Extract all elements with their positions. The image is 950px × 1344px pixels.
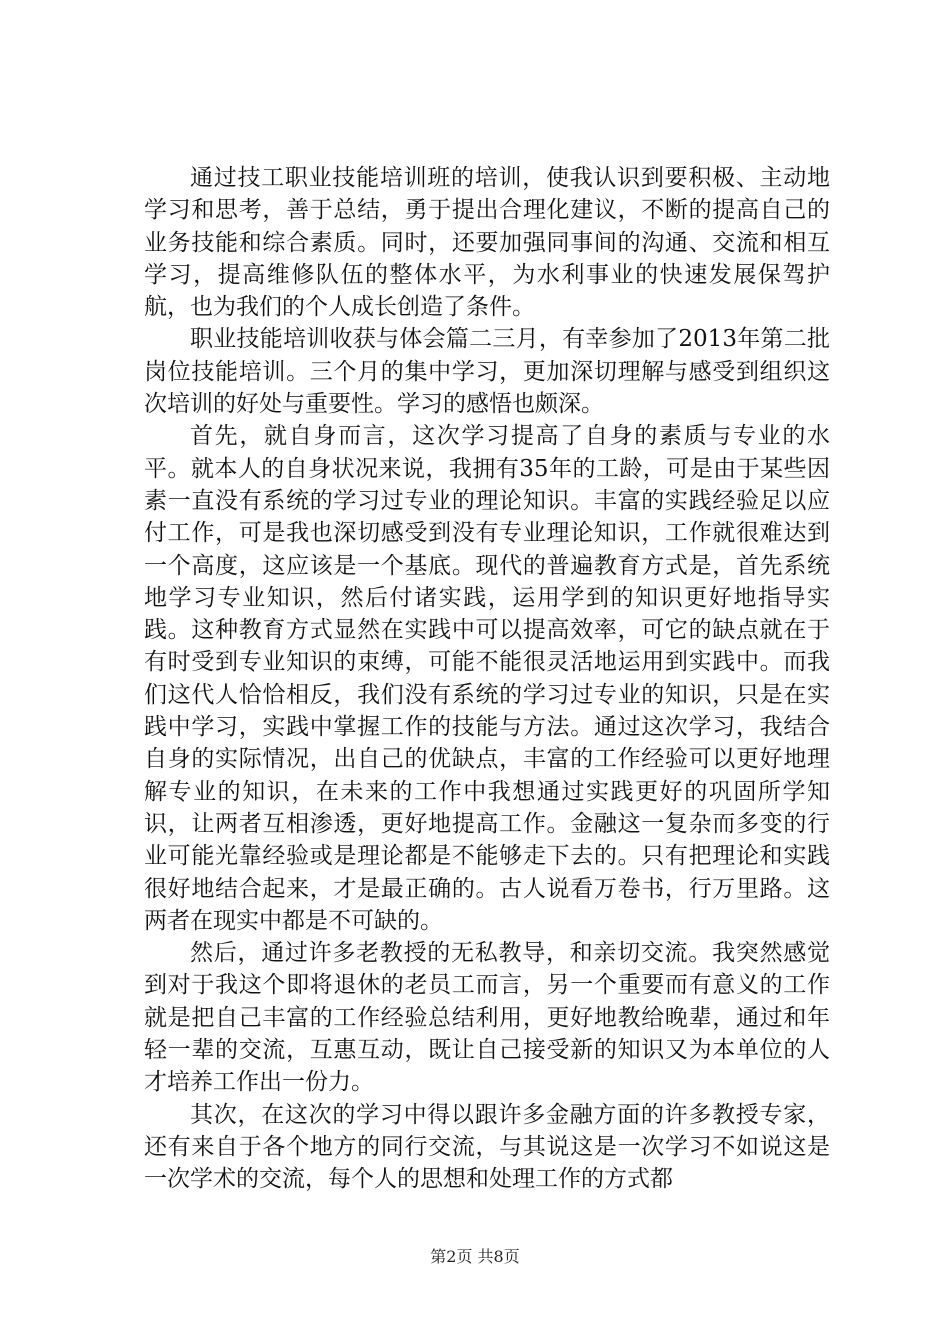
paragraph-4: 然后，通过许多老教授的无私教导，和亲切交流。我突然感觉到对于我这个即将退休的老员工而言，另一个重要而有意义的工作就是把自己丰富的工作经验总结利用，更好地教给晚辈，通过和年轻一辈的交流，互惠互动，既让自己接受新的知识又为本单位的人才培养工作出一份力。 bbox=[144, 940, 830, 1096]
paragraph-5: 其次，在这次的学习中得以跟许多金融方面的许多教授专家，还有来自于各个地方的同行交流，与其说这是一次学习不如说这是一次学术的交流，每个人的思想和处理工作的方式都 bbox=[144, 1101, 830, 1193]
paragraph-2: 职业技能培训收获与体会篇二三月，有幸参加了2013年第二批岗位技能培训。三个月的集中学习，更加深切理解与感受到组织这次培训的好处与重要性。学习的感悟也颇深。 bbox=[144, 326, 830, 418]
page-footer: 第2页 共8页 bbox=[430, 1247, 520, 1266]
paragraph-3: 首先，就自身而言，这次学习提高了自身的素质与专业的水平。就本人的自身状况来说，我拥有35年的工龄，可是由于某些因素一直没有系统的学习过专业的理论知识。丰富的实践经验足以应付工作，可是我也深切感受到没有专业理论知识，工作就很难达到一个高度，这应该是一个基底。现代的普遍教育方式是，首先系统地学习专业知识，然后付诸实践，运用学到的知识更好地指导实践。这种教育方式显然在实践中可以提高效率，可它的缺点就在于有时受到专业知识的束缚，可能不能很灵活地运用到实践中。而我们这代人恰恰相反，我们没有系统的学习过专业的知识，只是在实践中学习，实践中掌握工作的技能与方法。通过这次学习，我结合自身的实际情况，出自己的优缺点，丰富的工作经验可以更好地理解专业的知识，在未来的工作中我想通过实践更好的巩固所学知识，让两者互相渗透，更好地提高工作。金融这一复杂而多变的行业可能光靠经验或是理论都是不能够走下去的。只有把理论和实践很好地结合起来，才是最正确的。古人说看万卷书，行万里路。这两者在现实中都是不可缺的。 bbox=[144, 423, 830, 934]
paragraph-1: 通过技工职业技能培训班的培训，使我认识到要积极、主动地学习和思考，善于总结，勇于提出合理化建议，不断的提高自己的业务技能和综合素质。同时，还要加强同事间的沟通、交流和相互学习，提高维修队伍的整体水平，为水利事业的快速发展保驾护航，也为我们的个人成长创造了条件。 bbox=[144, 165, 830, 321]
document-body bbox=[144, 162, 830, 1196]
